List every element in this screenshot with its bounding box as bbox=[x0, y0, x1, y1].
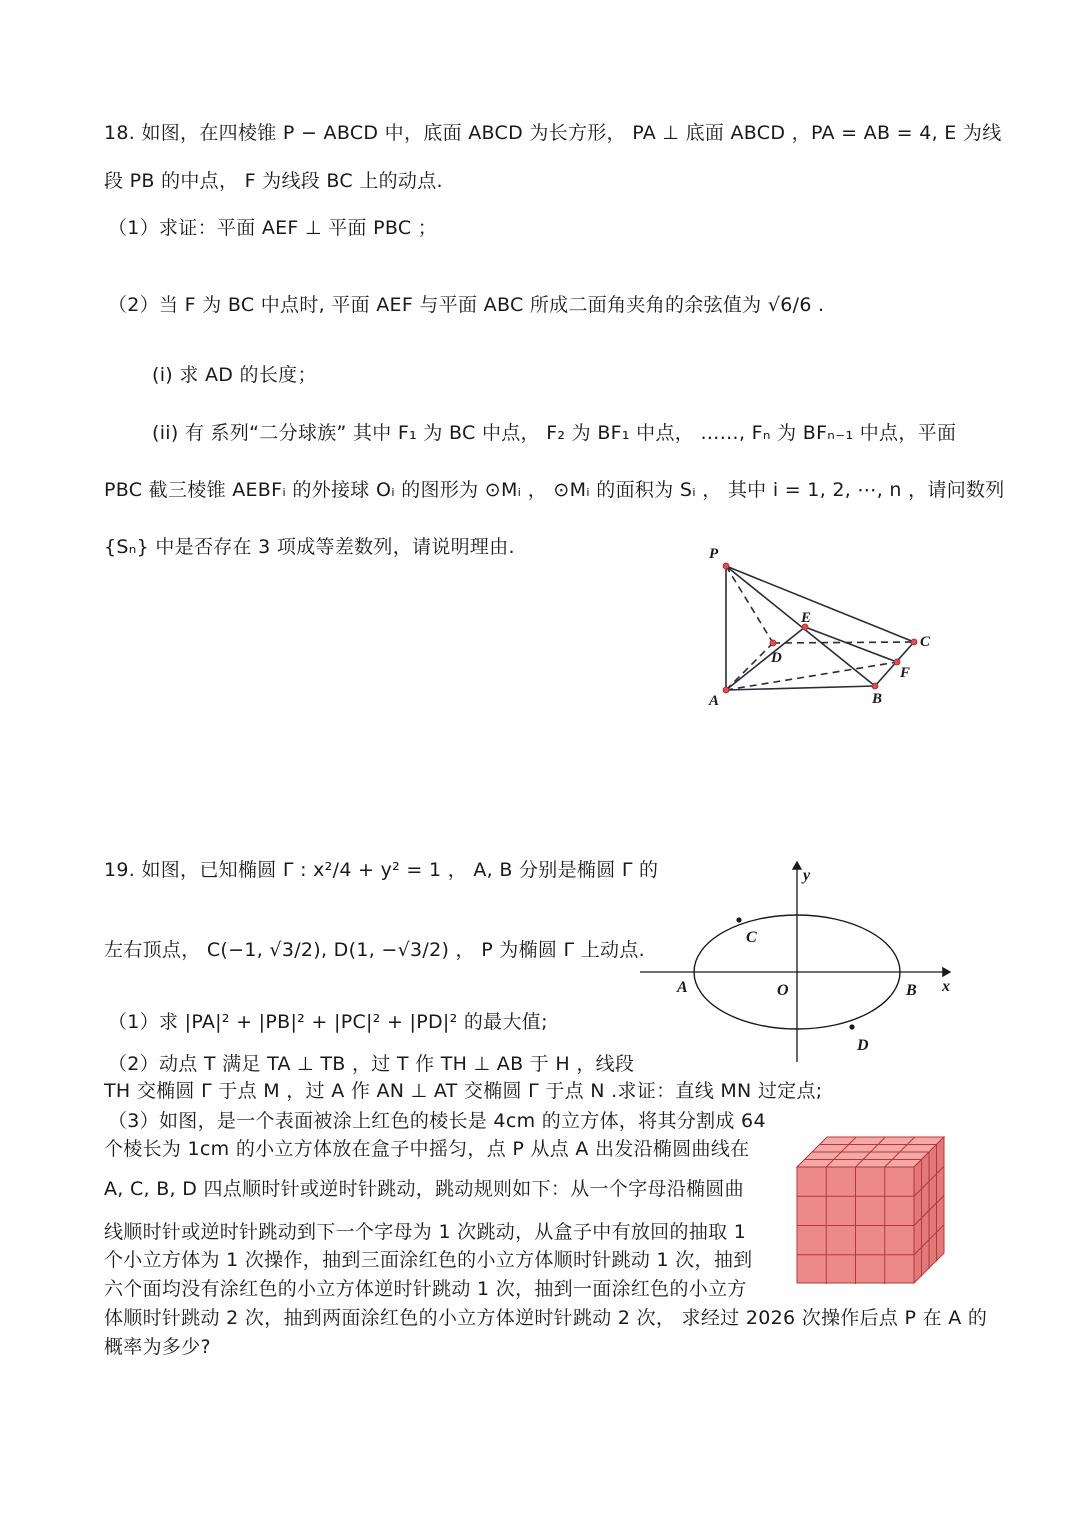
point-B bbox=[872, 683, 878, 689]
p19-q1: （1）求 |PA|² + |PB|² + |PC|² + |PD|² 的最大值; bbox=[108, 1011, 548, 1033]
p19-line-9: 线顺时针或逆时针跳动到下一个字母为 1 次跳动，从盒子中有放回的抽取 1 bbox=[104, 1221, 747, 1243]
label-A: A bbox=[709, 693, 720, 709]
p19-line-12: 体顺时针跳动 2 次，抽到两面涂红色的小立方体逆时针跳动 2 次， 求经过 2026 次操作后点 P 在 A 的 bbox=[104, 1307, 988, 1329]
p19-line-11: 六个面均没有涂红色的小立方体逆时针跳动 1 次，抽到一面涂红色的小立方 bbox=[104, 1278, 747, 1300]
label-P: P bbox=[709, 546, 719, 562]
p18-line-1: 18. 如图，在四棱锥 P − ABCD 中，底面 ABCD 为长方形， PA ⊥ 底面 ABCD ，PA = AB = 4, E 为线 bbox=[104, 122, 1002, 144]
label-y: y bbox=[803, 867, 811, 884]
p18-line-7: PBC 截三棱锥 AEBFᵢ 的外接球 Oᵢ 的图形为 ⊙Mᵢ ， ⊙Mᵢ 的面积为 Sᵢ ， 其中 i = 1, 2, ⋯, n ，请问数列 bbox=[104, 479, 1005, 501]
label-F: F bbox=[900, 665, 911, 681]
edge-PB bbox=[726, 566, 875, 686]
p18-q2-ii: (ii) 有 系列“二分球族” 其中 F₁ 为 BC 中点， F₂ 为 BF₁ 中点， ……, Fₙ 为 BFₙ₋₁ 中点，平面 bbox=[152, 422, 957, 444]
p18-q1: （1）求证：平面 AEF ⊥ 平面 PBC ； bbox=[108, 217, 438, 239]
p19-line-10: 个小立方体为 1 次操作，抽到三面涂红色的小立方体顺时针跳动 1 次，抽到 bbox=[104, 1249, 753, 1271]
label-x: x bbox=[942, 978, 950, 995]
edge-PC bbox=[726, 566, 914, 642]
edge-EF bbox=[805, 627, 897, 662]
label-O: O bbox=[777, 982, 789, 999]
label-D: D bbox=[857, 1037, 869, 1054]
label-B: B bbox=[872, 691, 883, 707]
p19-q2: （2）动点 T 满足 TA ⊥ TB ，过 T 作 TH ⊥ AB 于 H ，线段 bbox=[108, 1053, 635, 1075]
point-D bbox=[849, 1024, 854, 1029]
label-C: C bbox=[920, 634, 931, 650]
p19-line-13: 概率为多少? bbox=[104, 1336, 211, 1358]
red-cube-figure bbox=[790, 1130, 950, 1290]
edge-AE bbox=[726, 627, 805, 690]
p18-q2: （2）当 F 为 BC 中点时, 平面 AEF 与平面 ABC 所成二面角夹角的余弦值为 √6/6 . bbox=[108, 294, 825, 316]
p19-line-7: 个棱长为 1cm 的小立方体放在盒子中摇匀，点 P 从点 A 出发沿椭圆曲线在 bbox=[104, 1138, 750, 1160]
point-C bbox=[911, 639, 917, 645]
label-B: B bbox=[906, 982, 917, 999]
ellipse-figure bbox=[630, 855, 960, 1070]
point-C bbox=[736, 917, 741, 922]
p18-line-2: 段 PB 的中点， F 为线段 BC 上的动点. bbox=[104, 170, 443, 192]
p18-line-8: {Sₙ} 中是否存在 3 项成等差数列，请说明理由. bbox=[104, 536, 515, 558]
label-C: C bbox=[746, 929, 757, 946]
p19-line-5: TH 交椭圆 Γ 于点 M ，过 A 作 AN ⊥ AT 交椭圆 Γ 于点 N .求证：直线 MN 过定点; bbox=[104, 1080, 823, 1102]
point-A bbox=[723, 687, 729, 693]
pyramid-figure bbox=[690, 540, 950, 715]
edge-AB bbox=[726, 686, 875, 690]
label-E: E bbox=[801, 610, 812, 626]
p19-line-1: 19. 如图，已知椭圆 Γ : x²/4 + y² = 1 ， A, B 分别是椭圆 Γ 的 bbox=[104, 859, 659, 881]
p19-line-8: A, C, B, D 四点顺时针或逆时针跳动，跳动规则如下：从一个字母沿椭圆曲 bbox=[104, 1178, 744, 1200]
point-D bbox=[770, 640, 776, 646]
label-A: A bbox=[677, 979, 688, 996]
edge-PD bbox=[726, 566, 773, 643]
p19-q3: （3）如图，是一个表面被涂上红色的棱长是 4cm 的立方体，将其分割成 64 bbox=[108, 1110, 766, 1132]
label-D: D bbox=[771, 650, 782, 666]
p19-line-2: 左右顶点， C(−1, √3/2), D(1, −√3/2) ， P 为椭圆 Γ 上动点. bbox=[104, 939, 645, 961]
p18-q2-i: (i) 求 AD 的长度； bbox=[152, 364, 317, 386]
point-P bbox=[723, 563, 729, 569]
